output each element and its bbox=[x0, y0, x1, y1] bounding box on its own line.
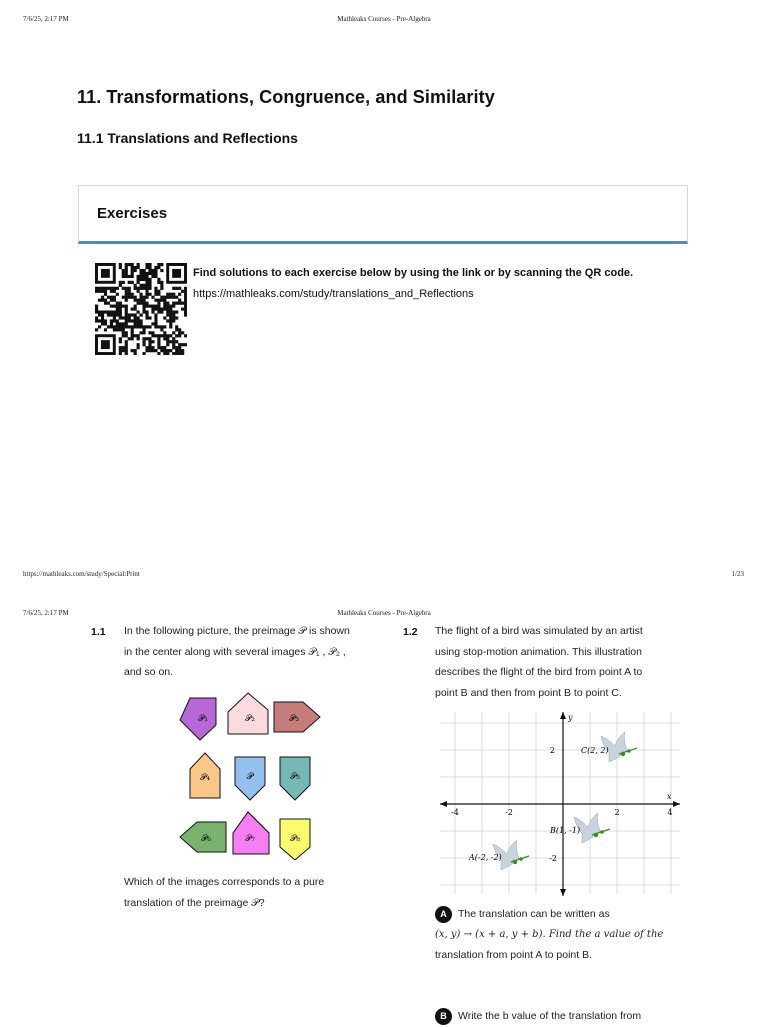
print-title-2: Mathleaks Courses - Pre-Algebra bbox=[337, 609, 431, 617]
exercise-intro: In the following picture, the preimage 𝒫 is shown in the center along with several images 𝒫₁ , 𝒫₂ , and so on. bbox=[124, 625, 350, 678]
part-a: A The translation can be written as (x, y) → (x + a, y + b). Find the a value of the translation from point A to point B. bbox=[435, 904, 663, 966]
shape-p3 bbox=[274, 702, 320, 732]
qr-instruction: Find solutions to each exercise below by using the link or by scanning the QR code. bbox=[193, 267, 634, 279]
print-date-2: 7/6/25, 2:17 PM bbox=[23, 609, 69, 617]
x-tick: 4 bbox=[667, 808, 673, 817]
svg-text:𝒫₄: 𝒫₄ bbox=[199, 773, 211, 783]
exercise-number: 1.1 bbox=[91, 626, 106, 638]
svg-text:𝒫₈: 𝒫₈ bbox=[289, 834, 301, 844]
qr-code[interactable] bbox=[95, 263, 187, 355]
svg-text:𝒫₃: 𝒫₃ bbox=[288, 714, 300, 724]
svg-text:𝒫: 𝒫 bbox=[246, 772, 254, 782]
exercises-header bbox=[78, 185, 688, 244]
page-number: 1/23 bbox=[731, 570, 744, 578]
point-c-label: C(2, 2) bbox=[581, 746, 609, 755]
exercise-intro-2: The flight of a bird was simulated by an artist using stop-motion animation. This illustration describes the flight of the bird from point A to point B and then from point B to point C. bbox=[435, 625, 643, 699]
shape-p2 bbox=[228, 693, 268, 734]
shape-p8 bbox=[280, 819, 310, 860]
print-url: https://mathleaks.com/study/Special:Print bbox=[23, 570, 140, 578]
part-b: B Write the b value of the translation from bbox=[435, 1006, 641, 1027]
point-a-label: A(-2, -2) bbox=[469, 853, 502, 862]
exercise-number-2: 1.2 bbox=[403, 626, 418, 638]
exercise-question: Which of the images corresponds to a pure translation of the preimage 𝒫? bbox=[124, 876, 325, 909]
part-a-badge: A bbox=[435, 906, 452, 923]
x-tick: 2 bbox=[614, 808, 620, 817]
svg-text:𝒫₂: 𝒫₂ bbox=[244, 714, 256, 724]
x-tick: -4 bbox=[451, 808, 459, 817]
solutions-link[interactable]: https://mathleaks.com/study/translations_and_Reflections bbox=[193, 288, 474, 300]
y-tick: 2 bbox=[549, 746, 555, 755]
chapter-title: 11. Transformations, Congruence, and Similarity bbox=[77, 87, 495, 107]
shape-p4 bbox=[190, 753, 220, 798]
x-tick: -2 bbox=[505, 808, 513, 817]
print-date: 7/6/25, 2:17 PM bbox=[23, 15, 69, 23]
shapes-figure bbox=[170, 690, 330, 860]
x-axis-label: x bbox=[667, 792, 672, 801]
svg-text:𝒫₅: 𝒫₅ bbox=[289, 772, 301, 782]
svg-text:𝒫₁: 𝒫₁ bbox=[197, 714, 209, 724]
section-title: 11.1 Translations and Reflections bbox=[77, 130, 298, 146]
shape-p5 bbox=[280, 757, 310, 800]
print-title: Mathleaks Courses - Pre-Algebra bbox=[337, 15, 431, 23]
shape-p6 bbox=[180, 822, 226, 852]
svg-text:𝒫₆: 𝒫₆ bbox=[200, 834, 212, 844]
y-tick: -2 bbox=[549, 854, 557, 863]
svg-text:𝒫₇: 𝒫₇ bbox=[244, 834, 256, 844]
part-b-badge: B bbox=[435, 1008, 452, 1025]
point-b-label: B(1, -1) bbox=[550, 826, 581, 835]
shape-p bbox=[235, 757, 265, 800]
shape-p7 bbox=[233, 812, 269, 854]
y-axis-label: y bbox=[568, 713, 573, 722]
exercises-label: Exercises bbox=[97, 205, 168, 222]
coordinate-graph bbox=[435, 708, 685, 898]
shape-p1 bbox=[180, 698, 216, 740]
